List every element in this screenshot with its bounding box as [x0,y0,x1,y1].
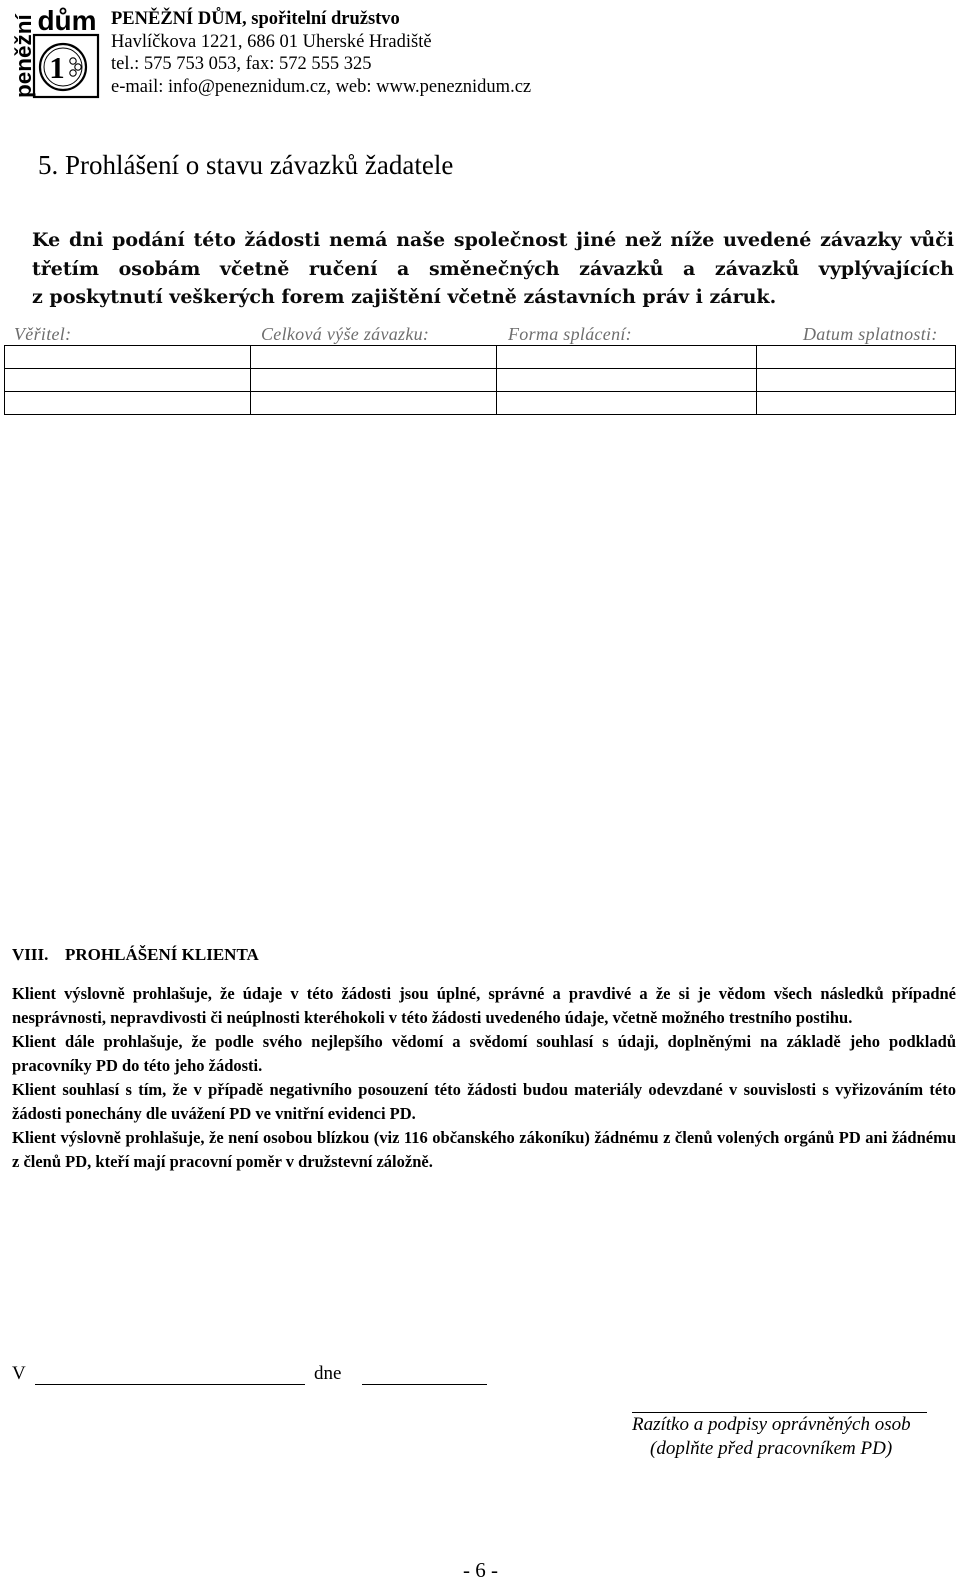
declaration-number: VIII. [12,945,49,964]
signature-field[interactable] [632,1412,927,1413]
declaration-heading [12,945,259,965]
company-logo [7,5,102,100]
declaration-paragraph: Klient dále prohlašuje, že podle svého nejlepšího vědomí a svědomí souhlasí s údaji, doplněnými na základě jeho podkladů pracovníky PD do této jeho žádosti. [12,1032,956,1075]
logo-number: 1 [49,50,65,85]
date-label: dne [314,1363,342,1384]
declaration-paragraph: Klient souhlasí s tím, že v případě negativního posouzení této žádosti budou materiály odevzdané v souvislosti s vyřizováním této žádosti ponechány dle uvážení PD ve vnitřní evidenci PD. [12,1080,956,1123]
table-row [5,369,956,392]
signature-note: (doplňte před pracovníkem PD) [650,1438,893,1459]
page-number: - 6 - [463,1558,498,1582]
column-header-creditor: Věřitel: [14,324,72,344]
column-header-total-amount: Celková výše závazku: [261,324,430,344]
company-name: PENĚŽNÍ DŮM, spořitelní družstvo [111,9,400,29]
due-date-cell[interactable] [757,369,956,392]
total-amount-cell[interactable] [251,369,497,392]
company-email-web: e-mail: info@peneznidum.cz, web: www.peneznidum.cz [111,76,532,97]
logo-word-penezni: peněžní [11,14,36,98]
date-field[interactable] [362,1384,487,1385]
company-header [111,8,531,98]
declaration-title: PROHLÁŠENÍ KLIENTA [65,945,259,964]
declaration-body [12,982,956,1174]
column-header-due-date: Datum splatnosti: [803,324,938,344]
declaration-paragraph: Klient výslovně prohlašuje, že údaje v této žádosti jsou úplné, správné a pravdivé a že si je vědom všech následků případné nesprávnosti, nepravdivosti či neúplnosti kteréhokoli v této žádosti uvedeného údaje, včetně možného trestního postihu. [12,984,956,1027]
liabilities-statement-line: třetím osobám včetně ručení a směnečných závazků a závazků vyplývajících [32,257,954,280]
due-date-cell[interactable] [757,346,956,369]
liabilities-title: 5. Prohlášení o stavu závazků žadatele [38,150,454,180]
creditor-cell[interactable] [5,392,251,415]
declaration-paragraph: Klient výslovně prohlašuje, že není osobou blízkou (viz 116 občanského zákoníku) žádnému z členů volených orgánů PD ani žádnému z členů PD, kteří mají pracovní poměr v družstevní záložně. [12,1128,956,1171]
total-amount-cell[interactable] [251,392,497,415]
repayment-form-cell[interactable] [497,392,757,415]
table-row [5,346,956,369]
signature-label: Razítko a podpisy oprávněných osob [632,1414,911,1435]
company-phone: tel.: 575 753 053, fax: 572 555 325 [111,54,372,74]
creditor-cell[interactable] [5,346,251,369]
column-header-repayment-form: Forma splácení: [508,324,632,344]
creditor-cell[interactable] [5,369,251,392]
repayment-form-cell[interactable] [497,346,757,369]
liabilities-statement-line: z poskytnutí veškerých forem zajištění včetně zástavních práv i záruk. [32,286,777,308]
liabilities-statement [32,226,954,312]
due-date-cell[interactable] [757,392,956,415]
place-label: V [12,1363,26,1384]
logo-word-dum: dům [37,5,97,36]
total-amount-cell[interactable] [251,346,497,369]
repayment-form-cell[interactable] [497,369,757,392]
liabilities-table [4,345,956,415]
place-field[interactable] [35,1384,305,1385]
liabilities-statement-line: Ke dni podání této žádosti nemá naše společnost jiné než níže uvedené závazky vůči [32,229,954,251]
table-row [5,392,956,415]
company-address: Havlíčkova 1221, 686 01 Uherské Hradiště [111,31,432,52]
